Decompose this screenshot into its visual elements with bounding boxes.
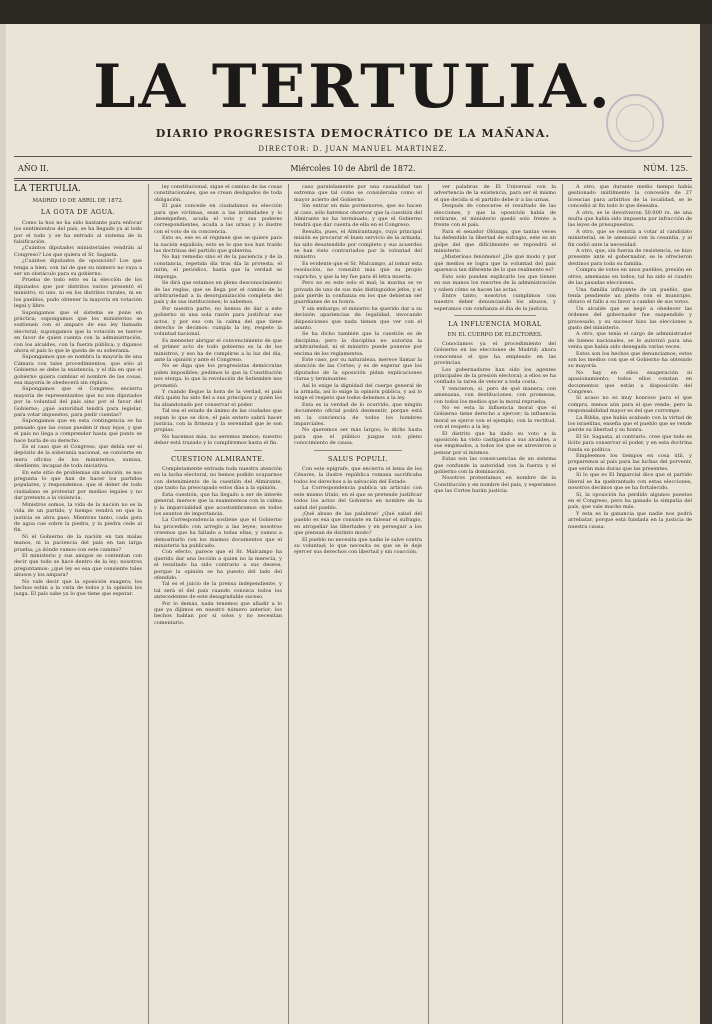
column-separator: [288, 184, 289, 1024]
article-paragraph: Supongamos que en esta contingencia se ha pensado que las cosas pueden ir muy lejos, y que el país no llega a comprender hasta qué punto se hace burla de su derecho.: [14, 418, 142, 444]
article-paragraph: Si acaso no es muy honroso para el que compra, menos aún para el que vende; pero la responsabilidad mayor es del que corrompe.: [568, 395, 692, 415]
article-paragraph: El pais concede en ciudadanos su elección para que víctimas, sean a las intimidades y lo desempeñen, acuda el voto y sus poderes correspondientes, acuda a las urnas y lo ilustre con el voto de su conciencia.: [154, 203, 282, 235]
article-paragraph: Así lo exige la dignidad del cuerpo general de la armada, así lo exige la opinión pública, y así lo exige el respeto que todos debemos a la ley.: [294, 382, 422, 402]
article-paragraph: El distrito que ha dado su voto a la oposición ha visto castigados a sus alcaldes, a sus empleados, a todos los que se atrevieron a pensar por sí mismos.: [434, 430, 556, 456]
masthead-director: DIRECTOR: D. JUAN MANUEL MARTINEZ.: [258, 145, 448, 153]
article-paragraph: ¿Misterioso fenómeno! ¿De qué modo y por qué medios se logra que la voluntad del país aparezca tan diferente de lo que realmente es?: [434, 254, 556, 274]
column-2: [154, 184, 282, 1024]
article-paragraph: Por nuestra parte, no hemos de dar a este gobierno ni una sola razón para justificar sus actos, y por eso con la calma del que tiene derecho le decimos: cumpla la ley, respete la voluntad nacional.: [154, 305, 282, 338]
binding-shadow: [0, 0, 712, 24]
article-paragraph: No queremos ser más largos; lo dicho basta para que el público juzgue con pleno conocimiento de causa.: [294, 427, 422, 447]
article-paragraph: La Correspondencia sostiene que el Gobierno ha procedido con arreglo a las leyes; nosotros creemos que ha faltado a todas ellas, y vamos a demostrarlo con los mismos documentos que el ministerio ha publicado.: [154, 517, 282, 549]
article-paragraph: Esto es, ese es el régimen que se quiere para la nación española; esto es lo que nos han traído las doctrinas del partido que gobierna.: [154, 235, 282, 255]
article-paragraph: Es el caso que el Congreso, que debía ser el depósito de la soberanía nacional, se convierte en mera oficina de los ministerios, sumisa, obediente, incapaz de toda iniciativa.: [14, 444, 142, 470]
article-paragraph: No hay remedio sino el de la paciencia y de la constancia, repetida día tras día la protesta, el mitin, el periódico, hasta que la verdad se imponga.: [154, 254, 282, 280]
dateline: MADRID 10 DE ABRIL DE 1872.: [32, 198, 124, 204]
section-title: LA TERTULIA.: [14, 184, 82, 194]
article-paragraph: Después de conocerse el resultado de las elecciones, y que la oposición había de retirarse, el ministerio quedó solo frente a frente con el país.: [434, 203, 556, 229]
article-paragraph: No hay en ellos exageración ni apasionamiento; todos ellos constan en documentos que están a disposición del Congreso.: [568, 369, 692, 395]
column-4: [434, 184, 556, 1024]
article-paragraph: El pueblo no necesita que nadie le salve contra su voluntad; lo que necesita es que se le deje ejercer sus derechos con libertad y sin coacción.: [294, 536, 422, 556]
section-rule: [174, 450, 262, 451]
rule-top: [14, 156, 692, 157]
article-paragraph: Se dirá que estamos en pleno desconocimiento de las reglas, que se llega por el camino de la arbitrariedad a la desorganización completa del país y de sus instituciones; lo sabemos.: [154, 280, 282, 306]
column-3-body: [294, 184, 422, 447]
article-columns: [14, 184, 692, 1024]
article-paragraph: Completamente entrada toda nuestra atención en la lucha electoral, no hemos podido ocuparnos con detenimiento de la cuestión del Almirante, que tanto ha preocupado estos días a la opinión.: [154, 466, 282, 492]
article-paragraph: Se ha dicho también que la cuestión es de disciplina; pero la disciplina no autoriza la arbitrariedad, ni el ministro puede ponerse por encima de los reglamentos.: [294, 331, 422, 357]
article-paragraph: Supongamos que el sistema se pone en práctica; supongamos que los ministerios se sostienen con el amparo de esa ley llamada electoral; supongamos que la votación se tuerce en favor de quien cuenta con la administración, con los alcaldes, con la fuerza pública; y diganos ahora el país lo que le queda de su soberanía.: [14, 309, 142, 354]
article-paragraph: A otro, que, sin fuerza de resistencia, se hizo presente ante el gobernador, se le ofrecieron destinos para toda su familia.: [568, 248, 692, 267]
article-paragraph: Tal sea el estado de ánimo de las ciudades que sepan lo que se dice, el país entero sabrá hacer justicia, con la firmeza y la serenidad que le son propias.: [154, 408, 282, 434]
column-4-body: [434, 184, 556, 312]
article-paragraph: Los gobernadores han sido los agentes principales de la presión electoral; a ellos se ha confiado la tarea de vencer a toda costa.: [434, 366, 556, 386]
article-paragraph: Con efecto, parece que el Sr. Malcampo ha querido dar una lección a quien no la merecía, y el resultado ha sido contrario a sus deseos, porque la opinión se ha puesto del lado del ofendido.: [154, 549, 282, 581]
article-paragraph: Esta es la verdad de lo ocurrido, que ningún documento oficial podrá desmentir, porque está en la conciencia de todos los hombres imparciales.: [294, 401, 422, 428]
article-paragraph: Con este epígrafe, que encierra el lema de los Césares, la ilustre república romana sacrificaba todos los derechos a la salvación del Estado.: [294, 466, 422, 485]
article-paragraph: A otro, que tenía el cargo de administrador de bienes nacionales, se le autorizó para una venta que había sido denegada varias veces.: [568, 331, 692, 351]
article-paragraph: ¿Cuántos diputados de oposición? Los que tenga a bien, con tal de que su número no vaya a ser un obstáculo para su gobierno.: [14, 258, 142, 278]
article-paragraph: En este sitio de problemas sin solución, se nos pregunta lo que han de hacer los partidos populares, y respondemos: que el deber de todo ciudadano es protestar por medios legales y no dar pretexto a la violencia.: [14, 469, 142, 502]
article-paragraph: Estas son las consecuencias de un sistema que confunde la autoridad con la fuerza y el gobierno con la dominación.: [434, 456, 556, 476]
article-paragraph: Si lo que es El Imparcial dice que el partido liberal se ha quebrantado con estas elecciones, nosotros decimos que se ha fortalecido.: [568, 472, 692, 492]
masthead-title: LA TERTULIA.: [93, 52, 613, 122]
column-3: [294, 184, 422, 1024]
article-paragraph: ver palabras de El Universal con la advertencia de la existencia, para ser él mismo el que decida si el partido debe ir a las urnas.: [434, 184, 556, 203]
article-paragraph: Supongamos que se nombra la mayoría de una Cámara con tales procedimientos, que sólo al Gobierno se debe la existencia, y el día en que el gobierno quiera cambiar el nombre de las cosas, esa mayoría le obedecerá sin réplica.: [14, 354, 142, 386]
article-paragraph: La Correspondencia publica un artículo con este mismo título, en el que se pretende justificar todos los actos del Gobierno en nombre de la salud del pueblo.: [294, 485, 422, 511]
article-paragraph: No hacemos más, no seremos menos; nuestro deber está trazado y lo cumpliremos hasta el fin.: [154, 433, 282, 447]
article-paragraph: Y cuando llegue la hora de la verdad, el país dirá quién ha sido fiel a sus principios y quién los ha abandonado por conservar el poder.: [154, 389, 282, 408]
article-paragraph: Tal es el juicio de la prensa independiente, y tal será el del país cuando conozca todos los antecedentes de este desagradable suceso.: [154, 581, 282, 601]
article-paragraph: A otro, que se resistía a votar al candidato ministerial, se le amenazó con la cesantía, y al fin cedió ante la necesidad.: [568, 228, 692, 248]
column-5-body: [568, 184, 692, 370]
section-rule: [454, 315, 536, 316]
article-paragraph: Para el senador Olózaga, que tantas veces ha defendido la libertad de sufragio, este es un golpe del que difícilmente se repondrá el ministerio.: [434, 228, 556, 255]
article-heading-salus: SALUS POPULI.: [328, 454, 388, 463]
column-2-body: [154, 184, 282, 447]
section-rule: [314, 450, 402, 451]
article-paragraph: A otro, que durante medio tiempo había gestionado inútilmente la concesión de 27 licencias para arbitrios de la localidad, se le concedió al fin todo lo que deseaba.: [568, 184, 692, 210]
article-paragraph: Por lo demás, nada tenemos que añadir a lo que ya dijimos en nuestro número anterior; los hechos hablan por sí solos y no necesitan comentario.: [154, 600, 282, 626]
article-paragraph: ley constitucional, sigue el camino de las cosas constitucionales, que se crean desligados de toda obligación.: [154, 184, 282, 203]
article-paragraph: Una familia influyente de un pueblo, que tenía pendiente un pleito con el municipio, obtuvo el fallo a su favor a cambio de sus votos.: [568, 286, 692, 306]
article-paragraph: Estos son los hechos que denunciamos; estos son los medios con que el Gobierno ha obtenido su mayoría.: [568, 350, 692, 370]
article-paragraph: Supongamos que el Congreso encierra mayoría de representantes que no son diputados por la voluntad del país sino por el favor del Gobierno; ¿qué autoridad tendrá para legislar, para votar impuestos, para pedir cuentas?: [14, 386, 142, 418]
article-paragraph: Un alcalde que se negó a obedecer las órdenes del gobernador fue suspendido y procesado, y su sucesor hizo las elecciones a gusto del ministerio.: [568, 305, 692, 331]
article-heading-gota: LA GOTA DE AGUA.: [40, 208, 116, 217]
article-paragraph: Ni el Gobierno de la nación en tan malas manos, ni la paciencia del país en tan larga prueba; ¿a dónde vamos con este camino?: [14, 533, 142, 553]
column-separator: [428, 184, 429, 1024]
article-paragraph: Es menester abrigar el convencimiento de que el primer acto de todo gobierno es la de los ministros, y eso ha de cumplirse a la luz del día, ante la opinión y ante el Congreso.: [154, 337, 282, 363]
article-paragraph: La Biblia, que había acabado con la virtud de los israelitas, enseña que el pueblo que se vende pierde su libertad y su honra.: [568, 414, 692, 434]
article-paragraph: A otro, se le devolvieron 50.000 rs. de una multa que había sido impuesta por infracción de las leyes de presupuestos.: [568, 209, 692, 229]
article-paragraph: Conocíamos ya el procedimiento del Gobierno en las elecciones de Madrid; ahora conocemos el que ha empleado en las provincias.: [434, 340, 556, 367]
article-paragraph: Esto solo pueden explicarlo los que tienen en sus manos los resortes de la administración y saben cómo se hacen las actas.: [434, 273, 556, 293]
article-paragraph: ¡Qué abuso de las palabras! ¿Qué salud del pueblo es esa que consiste en falsear el sufragio, en atropellar las libertades y en perseguir a los que piensan de distinto modo?: [294, 510, 422, 537]
article-paragraph: El ministerio y sus amigos se contentan con decir que todo se hace dentro de la ley; nosotros preguntamos: ¿qué ley es esa que consiente tales abusos y los ampara?: [14, 552, 142, 579]
issue-info-bar: [14, 158, 692, 178]
column-separator: [562, 184, 563, 1024]
issue-number: NÚM. 125.: [643, 164, 688, 173]
article-paragraph: Empleemos los tiempos en cosa útil, y preparemos al país para las luchas del porvenir, que serán más duras que las presentes.: [568, 453, 692, 472]
article-paragraph: Sí, la oposición ha perdido algunos puestos en el Congreso, pero ha ganado la simpatía del país, que vale mucho más.: [568, 491, 692, 511]
article-paragraph: Ministros somos, la vida de la nación no es la vida de un partido, y tiempo vendrá en que la justicia se abra paso. Mientras tanto, cada gota de agua cae sobre la piedra, y la piedra cede al fin.: [14, 501, 142, 534]
column-5-body-b: [568, 370, 692, 530]
article-paragraph: Es evidente que el Sr. Malcampo, al tomar esta resolución, no consultó más que su propio capricho, y que la ley fue para él letra muerta.: [294, 260, 422, 280]
article-paragraph: Prueba de todo esto es la elección de los diputados que por distritos varios presentó el ministro; ni uno, ni en los distritos rurales, ni en los pueblos, pudo obtener la mayoría en votación legal y libre.: [14, 277, 142, 310]
article-paragraph: Este caso, por su naturaleza, merece llamar la atención de las Cortes; y es de esperar que los diputados de la oposición pidan explicaciones claras y terminantes.: [294, 356, 422, 383]
column-5: [568, 184, 692, 1024]
article-paragraph: Pero no es este solo el mal; la marina se ve privada de uno de sus más distinguidos jefes, y el país pierde la confianza en los que debieran ser guardianes de su honra.: [294, 280, 422, 306]
article-paragraph: Nosotros protestamos en nombre de la Constitución y en nombre del país, y esperamos que las Cortes harán justicia.: [434, 475, 556, 495]
article-heading-almirante: CUESTION ALMIRANTE.: [171, 454, 265, 463]
article-paragraph: Esta cuestión, que ha llegado a ser de interés general, merece que la examinemos con la calma y la imparcialidad que acostumbramos en todos los asuntos de importancia.: [154, 491, 282, 517]
column-3-body-b: [294, 466, 422, 556]
newspaper-page: [6, 24, 700, 1024]
article-paragraph: caso paralelamente por una casualidad tan extrema que tal como se consideraba como el mayor acierto del Gobierno.: [294, 184, 422, 203]
column-separator: [148, 184, 149, 1024]
article-subheading: EN EL CUERPO DE ELECTORES.: [447, 331, 543, 338]
article-paragraph: Entre tanto, nosotros cumplimos con nuestro deber denunciando los abusos, y esperamos con confianza el día de la justicia.: [434, 292, 556, 312]
article-paragraph: El Sr. Sagasta, al contrario, cree que todo es lícito para conservar el poder, y en esta doctrina funda su política.: [568, 433, 692, 453]
article-paragraph: Como la hoz no ha sido bastante para enfocar los sentimientos del país, se ha llegado ya al todo por el todo y se ha entrado al sistema de la falsificación.: [14, 219, 142, 246]
library-stamp: [606, 94, 664, 152]
column-1: [14, 184, 142, 1024]
article-paragraph: Compra de votos en unos pueblos, presión en otros, amenazas en todos; tal ha sido el cuadro de las pasadas elecciones.: [568, 267, 692, 287]
article-paragraph: No vale decir que la oposición exagera; los hechos están a la vista de todos y la opinión los juzga. El país sabe ya lo que tiene que esperar.: [14, 578, 142, 598]
article-paragraph: No se diga que los progresistas demócratas piden imposibles; pedimos lo que la Constitución nos otorga, lo que la revolución de Setiembre nos prometió.: [154, 363, 282, 389]
article-paragraph: Y sin embargo, el ministro ha querido dar a su decisión apariencias de legalidad, invocando disposiciones que nada tienen que ver con el asunto.: [294, 305, 422, 331]
article-paragraph: Y vencieron, sí, pero de qué manera; con amenazas, con destituciones, con promesas, con todos los medios que la moral reprueba.: [434, 385, 556, 405]
article-paragraph: No es esta la influencia moral que el Gobierno tiene derecho a ejercer; la influencia moral se ejerce con el ejemplo, con la rectitud, con el respeto a la ley.: [434, 405, 556, 431]
rule-bottom: [14, 178, 692, 179]
page-edge: [700, 24, 712, 1024]
article-paragraph: Sin entrar en más pormenores, que no hacen al caso, sólo haremos observar que la cuestión del Almirante no ha terminado, y que el Gobierno tendrá que dar cuenta de ella en el Congreso.: [294, 203, 422, 229]
issue-date: Miércoles 10 de Abril de 1872.: [290, 164, 416, 173]
column-4-body-b: [434, 341, 556, 495]
column-2-body-b: [154, 466, 282, 626]
issue-year: AÑO II.: [18, 164, 49, 173]
article-paragraph: ¿Cuántos diputados ministeriales vendrán al Congreso? Los que quiera el Sr. Sagasta.: [14, 245, 142, 258]
article-paragraph: Resulta, pues, el Almirantazgo, cuya principal misión es procurar el buen servicio de la armada, ha sido desatendido por completo y sus acuerdos se han visto contrariados por la voluntad del ministro.: [294, 228, 422, 261]
article-paragraph: Y esta es la ganancia que nadie nos podrá arrebatar, porque está fundada en la justicia de nuestra causa.: [568, 510, 692, 530]
article-heading-influencia: LA INFLUENCIA MORAL: [448, 320, 542, 329]
column-1-body: [14, 220, 142, 598]
rule-bottom-double: [14, 180, 692, 181]
masthead-subtitle: DIARIO PROGRESISTA DEMOCRÁTICO DE LA MAÑANA.: [155, 127, 551, 140]
